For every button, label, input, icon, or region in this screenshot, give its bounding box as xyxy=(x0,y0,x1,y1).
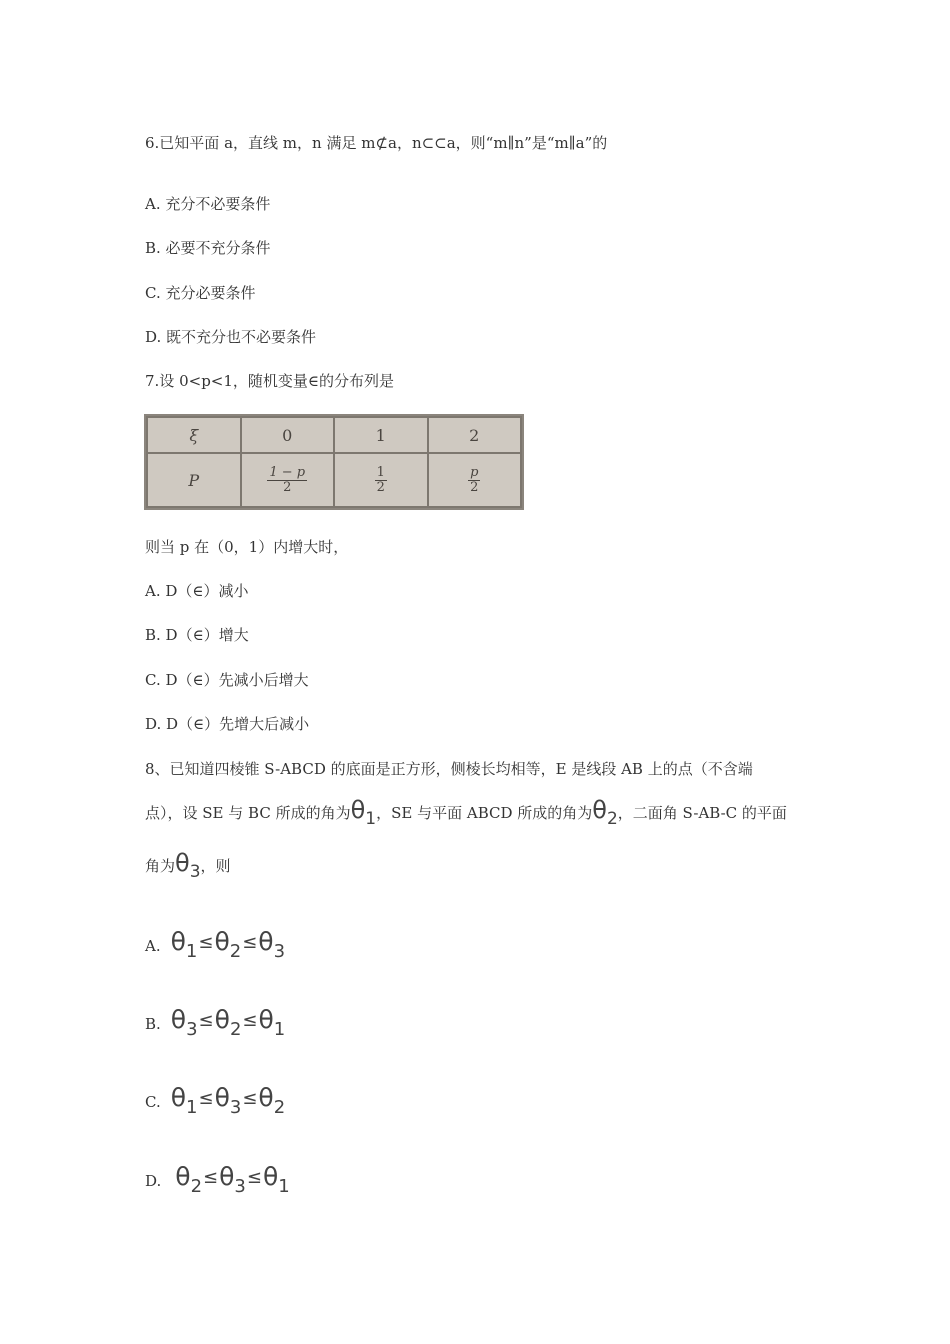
table-cell-fraction xyxy=(241,453,335,507)
fraction-denominator: 2 xyxy=(470,479,479,495)
fraction-numerator: p xyxy=(470,464,479,480)
q8-text: ，二面角 S-AB-C 的平面 xyxy=(617,804,787,822)
q8-stem-line1: 8、已知道四棱锥 S-ABCD 的底面是正方形，侧棱长均相等，E 是线段 AB 上的点（不含端 xyxy=(145,760,753,778)
table-header-label: ξ xyxy=(147,417,241,453)
table-cell-fraction xyxy=(428,453,522,507)
q7-option-b: B. D（∈）增大 xyxy=(145,626,249,644)
q8-text: 角为 xyxy=(145,857,176,875)
q8-stem-line3 xyxy=(145,848,231,887)
q6-option-b: B. 必要不充分条件 xyxy=(145,239,271,257)
table-header-value: 2 xyxy=(428,417,522,453)
theta-3-symbol: $\theta_3$ xyxy=(175,849,201,882)
table-header-value: 0 xyxy=(241,417,335,453)
table-header-value: 1 xyxy=(334,417,428,453)
q6-option-d: D. 既不充分也不必要条件 xyxy=(145,328,317,346)
fraction-denominator: 2 xyxy=(376,479,385,495)
q7-option-d: D. D（∈）先增大后减小 xyxy=(145,715,310,733)
q7-stem: 7.设 0<p<1，随机变量∈的分布列是 xyxy=(145,372,395,390)
option-label: D. xyxy=(145,1172,162,1190)
q8-stem-line2 xyxy=(145,795,787,834)
q7-option-c: C. D（∈）先减小后增大 xyxy=(145,671,309,689)
option-label: B. xyxy=(145,1015,161,1033)
q6-option-c: C. 充分必要条件 xyxy=(145,284,256,302)
table-row-label: P xyxy=(147,453,241,507)
q8-option-b xyxy=(145,1003,285,1047)
inequality-formula: $\theta_1\le\theta_3\le\theta_2$ xyxy=(170,1083,286,1118)
inequality-formula: $\theta_3\le\theta_2\le\theta_1$ xyxy=(170,1005,286,1040)
fraction-denominator: 2 xyxy=(283,479,292,495)
q6-stem: 6.已知平面 a，直线 m，n 满足 m⊄a，n⊂⊂a，则“m∥n”是“m∥a”的 xyxy=(145,134,608,152)
fraction-numerator: 1 − p xyxy=(269,464,306,480)
table-cell-fraction xyxy=(334,453,428,507)
q8-option-d xyxy=(145,1160,290,1204)
q7-option-a: A. D（∈）减小 xyxy=(145,582,249,600)
q8-text: ，SE 与平面 ABCD 所成的角为 xyxy=(376,804,593,822)
inequality-formula: $\theta_2\le\theta_3\le\theta_1$ xyxy=(175,1162,290,1197)
inequality-formula: $\theta_1\le\theta_2\le\theta_3$ xyxy=(170,927,286,962)
q8-option-c xyxy=(145,1081,285,1125)
fraction-numerator: 1 xyxy=(376,464,385,480)
q8-text: ，则 xyxy=(200,857,231,875)
theta-2-symbol: $\theta_2$ xyxy=(592,796,618,829)
option-label: A. xyxy=(145,937,161,955)
q8-text: 点），设 SE 与 BC 所成的角为 xyxy=(145,804,351,822)
q6-option-a: A. 充分不必要条件 xyxy=(145,195,271,213)
theta-1-symbol: $\theta_1$ xyxy=(350,796,377,829)
distribution-table xyxy=(144,414,524,510)
q8-option-a xyxy=(145,925,285,969)
q7-condition: 则当 p 在（0，1）内增大时， xyxy=(145,538,349,556)
option-label: C. xyxy=(145,1093,161,1111)
